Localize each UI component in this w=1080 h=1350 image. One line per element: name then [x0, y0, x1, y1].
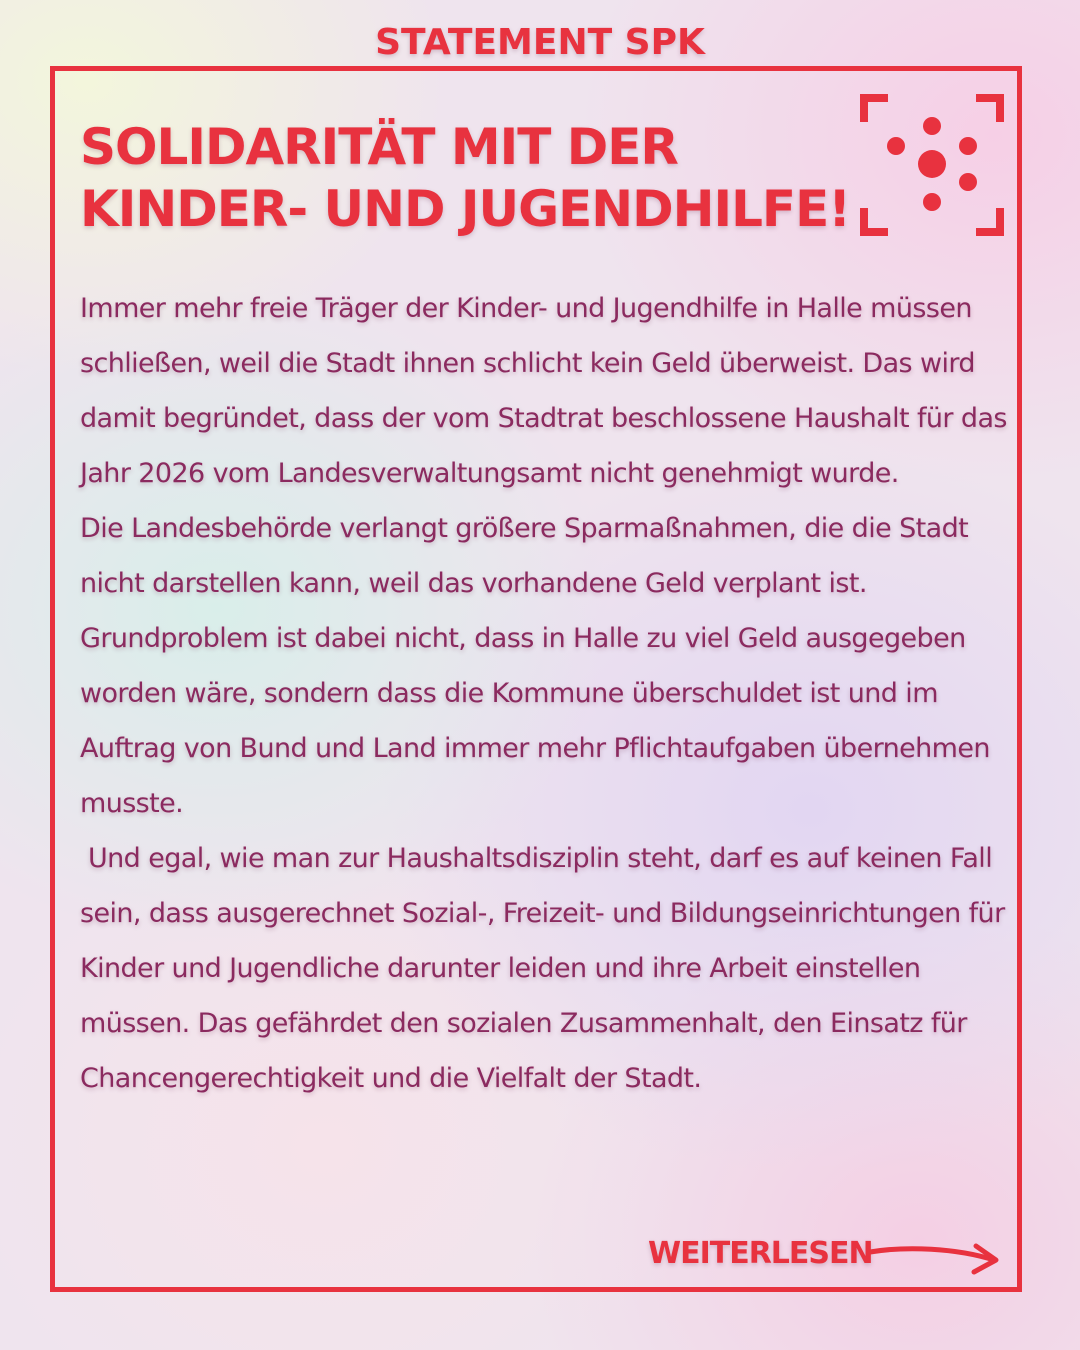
corner-bottom-right [980, 212, 1000, 232]
paragraph-3: Und egal, wie man zur Haushaltsdisziplin steht, darf es auf keinen Fall sein, dass ausgerechnet Sozial-, Freizeit- und Bildungseinrichtungen für Kinder und Jugendliche darunter leiden und ihre Arbeit einstellen müssen. Das gefährdet den sozialen Zusammenhalt, den Einsatz für Chancengerechtigkeit und die Vielfalt der Stadt. [80, 843, 1005, 1094]
corner-top-left [864, 98, 884, 118]
corner-top-right [980, 98, 1000, 118]
dot-bottom [923, 193, 941, 211]
dot-right-lower [959, 173, 977, 191]
dot-right [959, 137, 977, 155]
dot-center [918, 150, 946, 178]
statement-body [80, 281, 1010, 1106]
page-title [80, 116, 860, 240]
viewfinder-dots-icon [860, 94, 1004, 236]
arrow-right-icon[interactable] [866, 1238, 1002, 1278]
paragraph-1: Immer mehr freie Träger der Kinder- und Jugendhilfe in Halle müssen schließen, weil die Stadt ihnen schlicht kein Geld überweist. Das wird damit begründet, dass der vom Stadtrat beschlossene Haushalt für das Jahr 2026 vom Landesverwaltungsamt nicht genehmigt wurde. [80, 293, 1007, 489]
title-line-2: KINDER- UND JUGENDHILFE! [80, 180, 851, 238]
paragraph-2: Die Landesbehörde verlangt größere Sparmaßnahmen, die die Stadt nicht darstellen kann, weil das vorhandene Geld verplant ist. Grundproblem ist dabei nicht, dass in Halle zu viel Geld ausgegeben worden wäre, sondern dass die Kommune überschuldet ist und im Auftrag von Bund und Land immer mehr Pflichtaufgaben übernehmen musste. [80, 513, 990, 819]
dot-left [887, 137, 905, 155]
read-more-link[interactable]: WEITERLESEN [648, 1236, 873, 1271]
dot-top [923, 117, 941, 135]
header-label: STATEMENT SPK [375, 22, 705, 63]
title-line-1: SOLIDARITÄT MIT DER [80, 118, 678, 176]
corner-bottom-left [864, 212, 884, 232]
